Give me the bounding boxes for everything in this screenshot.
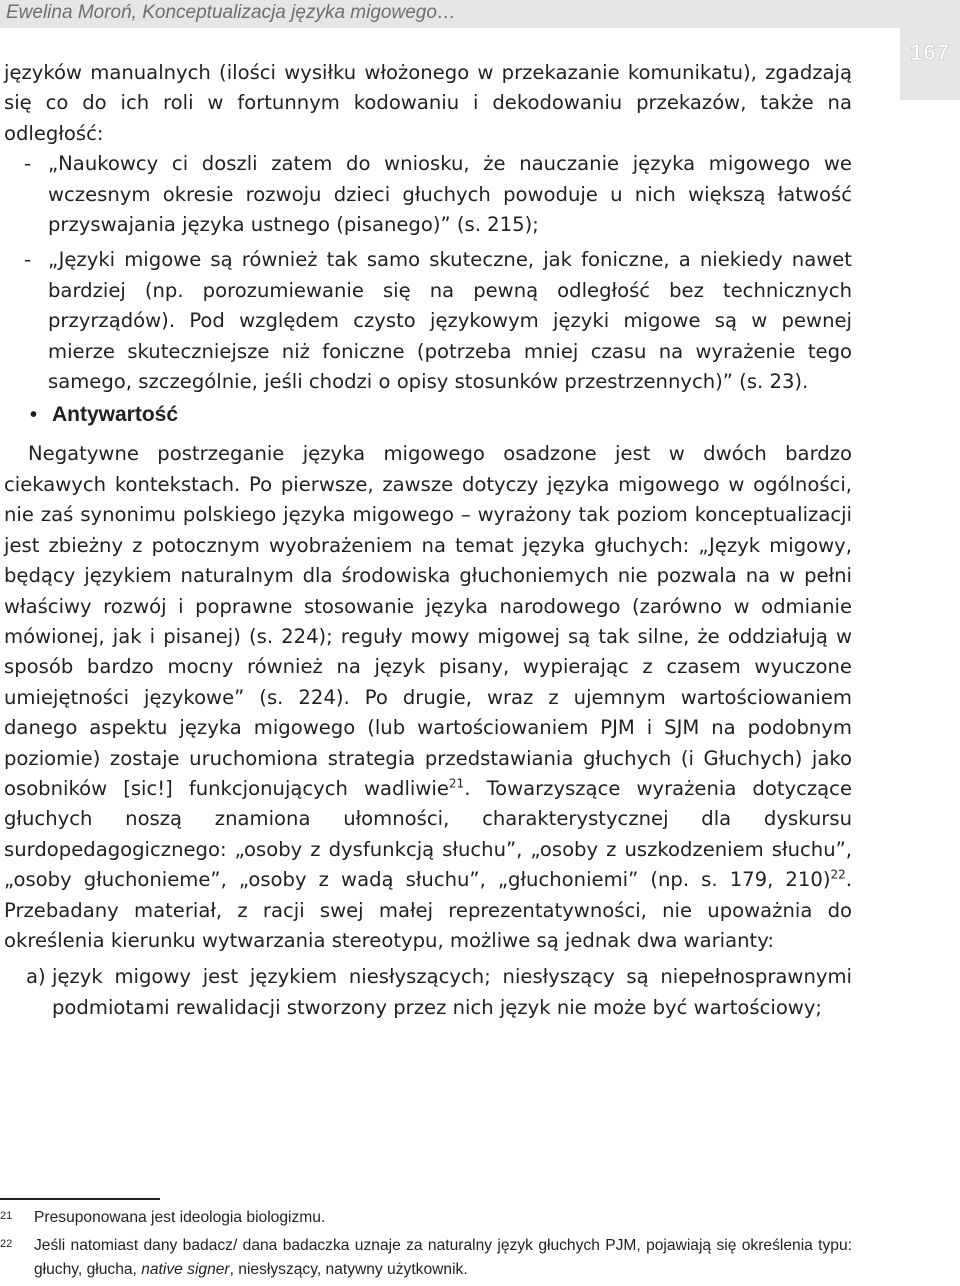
intro-paragraph: języków manualnych (ilości wysiłku włożonego w przekazanie komunikatu), zgadzają się co do ich roli w fortunnym kodowaniu i dekodowaniu przekazów, także na odległość: [4,61,852,145]
footnote-text-end: , niesłyszący, natywny użytkownik. [229,1261,468,1278]
dash-marker: - [24,248,32,272]
list-item-text: język migowy jest językiem niesłyszących; niesłyszący są niepełnosprawnymi podmiotami rewalidacji stworzony przez nich język nie może być wartościowy; [52,965,852,1019]
list-marker: a) [26,965,46,989]
footnote-italic-term: native signer [141,1261,230,1278]
quote-item [4,149,852,240]
paragraph-text-2: . Towarzyszące wyrażenia dotyczące głuchych noszą znamiona ułomności, charakterystycznej dla dyskursu surdopedagogicznego: „osoby z dysfunkcją słuchu”, „osoby z uszkodzeniem słuchu”, „osoby głuchonieme”, „osoby z wadą słuchu”, „głuchoniemi” (np. s. 179, 210) [4,776,852,892]
body-paragraph [4,439,852,956]
paragraph-text-3: . Przebadany materiał, z racji swej małej reprezentatywności, nie upoważnia do określenia kierunku wytwarzania stereotypu, możliwe są jednak dwa warianty: [4,868,852,952]
footnotes [0,1206,852,1286]
footnote-ref-21[interactable]: 21 [448,776,465,791]
section-heading-text: Antywartość [52,403,179,427]
bullet-marker: • [30,404,38,427]
running-header [0,0,900,28]
footnote-text: Jeśli natomiast dany badacz/ dana badaczka uznaje za naturalny język głuchych PJM, pojawiają się określenia typu: głuchy, głucha, [34,1237,852,1278]
section-heading [4,400,852,430]
quote-text: „Języki migowe są również tak samo skuteczne, jak foniczne, a niekiedy nawet bardziej (np. porozumiewanie się na pewną odległość bez technicznych przyrządów). Pod względem czysto językowym języki migowe są w pewnej mierze skuteczniejsze niż foniczne (potrzeba mniej czasu na wyrażenie tego samego, szczególnie, jeśli chodzi o opisy stosunków przestrzennych)” (s. 23). [48,248,852,394]
paragraph-text-1: Negatywne postrzeganie języka migowego osadzone jest w dwóch bardzo ciekawych kontekstach. Po pierwsze, zawsze dotyczy języka migowego w ogólności, nie zaś synonimu polskiego języka migowego – wyrażony tak poziom konceptualizacji jest zbieżny z potocznym wyobrażeniem na temat języka głuchych: „Język migowy, będący językiem naturalnym dla środowiska głuchoniemych nie pozwala na w pełni właściwy rozwój i poprawne stosowanie języka narodowego (zarówno w odmianie mówionej, jak i pisanej) (s. 224); reguły mowy migowej są tak silne, że oddziałują w sposób bardzo mocny również na język pisany, wypierając z czasem wyuczone umiejętności językowe” (s. 224). Po drugie, wraz z ujemnym wartościowaniem danego aspektu języka migowego (lub wartościowaniem PJM i SJM na podobnym poziomie) zostaje uruchomiona strategia przedstawiania głuchych (i Głuchych) jako osobników [sic!] funkcjonujących wadliwie [4,442,852,800]
running-title: Ewelina Moroń, Konceptualizacja języka migowego… [6,2,456,23]
quote-text: „Naukowcy ci doszli zatem do wniosku, że nauczanie języka migowego we wczesnym okresie rozwoju dzieci głuchych powoduje u nich większą łatwość przyswajania języka ustnego (pisanego)” (s. 215); [48,152,852,237]
footnote-number: 21 [0,1210,13,1222]
footnote-text: Presuponowana jest ideologia biologizmu. [34,1209,326,1226]
dash-marker: - [24,152,32,176]
list-item-a [4,962,852,1023]
quote-item [4,245,852,397]
footnote-number: 22 [0,1238,13,1250]
main-text [4,58,852,1023]
footnote-ref-22[interactable]: 22 [830,867,846,882]
footnote-21 [0,1206,852,1230]
page-number-tab [900,0,960,100]
footnote-divider [0,1198,160,1200]
footnote-22 [0,1234,852,1282]
page-number: 167 [910,40,950,65]
